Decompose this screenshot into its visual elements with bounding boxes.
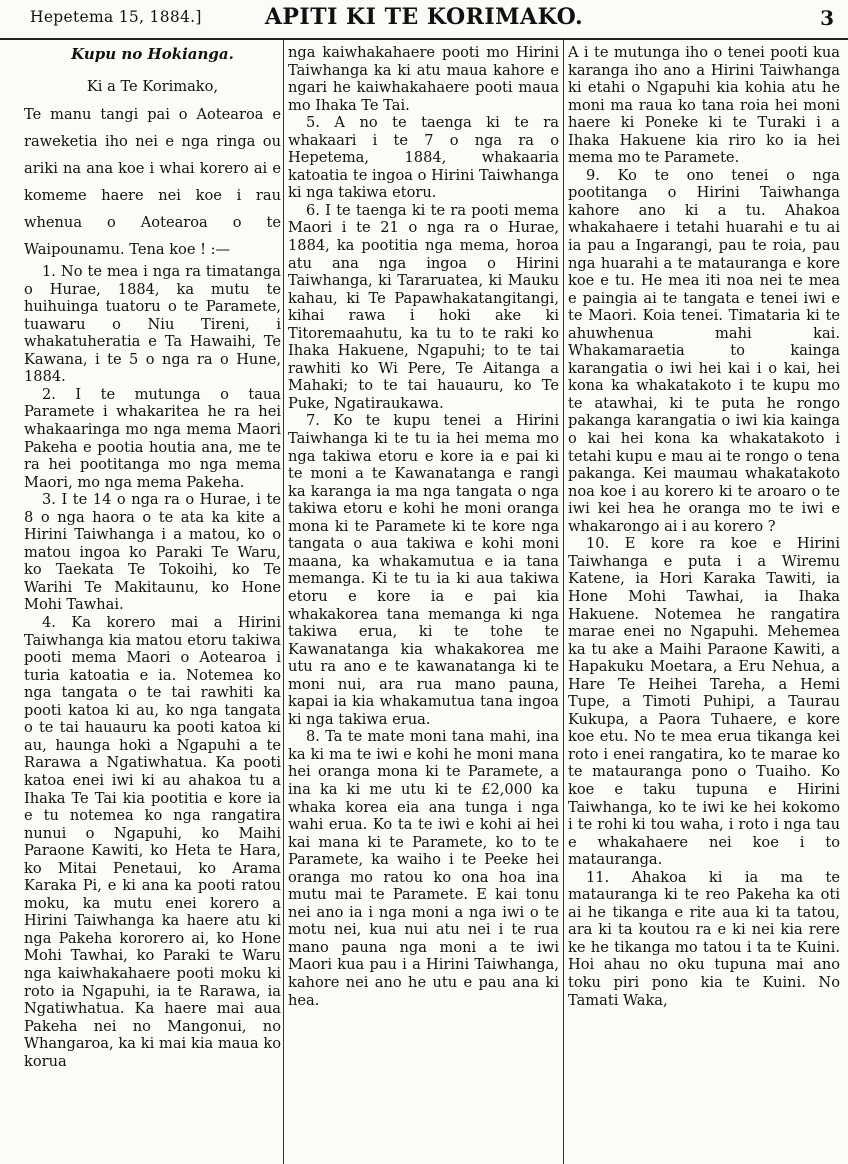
paragraph: 2. I te mutunga o taua Paramete i whakaritea he ra hei whakaaringa mo nga mema Maori Pakeha e pootia houtia ana, me te ra hei pootitanga mo nga mema Maori, mo nga mema Pakeha. [24, 385, 281, 491]
salutation: Ki a Te Korimako, [86, 77, 219, 95]
paragraph: nga kaiwhakahaere pooti mo Hirini Taiwhanga ka ki atu maua kahore e ngari he kaiwhakahaere pooti maua mo Ihaka Te Tai. [288, 44, 559, 114]
paragraph: 1. No te mea i nga ra timatanga o Hurae, 1884, ka mutu te huihuinga tuatoru o te Paramete, tuawaru o Niu Tireni, i whakatuheratia e Ta Hawaihi, Te Kawana, i te 5 o nga ra o Hune, 1884. [24, 263, 281, 386]
header-title: APITI KI TE KORIMAKO. [264, 4, 584, 30]
page-header [0, 0, 848, 40]
paragraph: 8. Ta te mate moni tana mahi, ina ka ki ma te iwi e kohi he moni mana hei oranga mona ki te Paramete, a ina ka ki me utu ki te £2,000 ka whaka korea eia ana tunga i nga wahi erua. Ko ta te iwi e kohi ai hei kai mana ki te Paramete, ko to te Paramete, ka waiho i te Peeke hei oranga mo ratou ko ona hoa ina mutu mai te Paramete. E kai tonu nei ano ia i nga moni a nga iwi o te motu nei, kua nui atu nei i te rua mano pauna nga moni a te iwi Maori kua pau i a Hirini Taiwhanga, kahore nei ano he utu e pau ana ki hea. [288, 728, 559, 1009]
paragraph: 6. I te taenga ki te ra pooti mema Maori i te 21 o nga ra o Hurae, 1884, ka pootitia nga mema, horoa atu ana nga ingoa o Hirini Taiwhanga, ki Tararuatea, ki Mauku kahau, ki Te Papawhakatangitangi, kihai rawa i hoki ake ki Titoremaahutu, ka tu to te raki ko Ihaka Hakuene, Ngapuhi; to te tai rawhiti ko Wi Pere, Te Aitanga a Mahaki; to te tai hauauru, ko Te Puke, Ngatiraukawa. [288, 201, 559, 412]
column-2 [288, 44, 559, 1164]
paragraph: 7. Ko te kupu tenei a Hirini Taiwhanga ki te tu ia hei mema mo nga takiwa etoru e kore ia e pai ki te moni a te Kawanatanga e rangi ka karanga ia ma nga tangata o nga takiwa etoru e kohi he moni oranga mona ki te Paramete ki te kore nga tangata o aua takiwa e kohi moni maana, ka whakamutua e ia tana memanga. Ki te tu ia ki aua takiwa etoru e kore ia e pai kia whakakorea tana memanga ki nga takiwa erua, ki te tohe te Kawanatanga kia whakakorea me utu ra ano e te kawanatanga ki te moni nui, ara rua mano pauna, kapai ia kia whakamutua tana ingoa ki nga takiwa erua. [288, 412, 559, 728]
article-heading: Kupu no Hokianga. [71, 45, 234, 63]
column-divider [563, 40, 564, 1164]
paragraph: Te manu tangi pai o Aotearoa e raweketia iho nei e nga ringa ou ariki na ana koe i whai korero ai e komeme haere nei koe i rau whenua o Aotearoa o te Waipounamu. Tena koe ! :— [24, 106, 281, 259]
paragraph: 4. Ka korero mai a Hirini Taiwhanga kia matou etoru takiwa pooti mema Maori o Aotearoa i turia katoatia e ia. Notemea ko nga tangata o te tai rawhiti ka pooti katoa ki au, ko nga tangata o te tai hauauru ka pooti katoa ki au, haunga hoki a Ngapuhi a te Rarawa a Ngatiwhatua. Ka pooti katoa enei iwi ki au ahakoa tu a Ihaka Te Tai kia pootitia e kore ia e tu notemea ko nga rangatira nunui o Ngapuhi, ko Maihi Paraone Kawiti, ko Heta te Hara, ko Mitai Penetaui, ko Arama Karaka Pi, e ki ana ka pooti ratou moku, ka mutu enei korero a Hirini Taiwhanga ka haere atu ki nga Pakeha kororero ai, ko Hone Mohi Tawhai, ko Paraki te Waru nga kaiwhakahaere pooti moku ki roto ia Ngapuhi, ia te Rarawa, ia Ngatiwhatua. Ka haere mai aua Pakeha nei no Mangonui, no Whangaroa, ka ki mai kia maua ko korua [24, 614, 281, 1070]
page-number: 3 [820, 6, 834, 30]
column-3 [568, 44, 840, 1164]
paragraph: 11. Ahakoa ki ia ma te matauranga ki te reo Pakeha ka oti ai he tikanga e rite aua ki ta tatou, ara ki ta koutou ra e ki nei kia rere ke he tikanga mo tatou i ta te Kuini. Hoi ahau no oku tupuna mai ano toku piri pono kia te Kuini. No Tamati Waka, [568, 868, 840, 1009]
paragraph: 10. E kore ra koe e Hirini Taiwhanga e puta i a Wiremu Katene, ia Hori Karaka Tawiti, ia Hone Mohi Tawhai, ia Ihaka Hakuene. Notemea he rangatira marae enei no Ngapuhi. Mehemea ka tu ake a Maihi Paraone Kawiti, a Hapakuku Moetara, a Eru Nehua, a Hare Te Heihei Tareha, a Hemi Tupe, a Timoti Puhipi, a Taurau Kukupa, a Paora Tuhaere, e kore koe etu. No te mea erua tikanga kei roto i enei rangatira, ko te marae ko te matauranga pono o Tuaiho. Ko koe e taku tupuna e Hirini Taiwhanga, ko te iwi ke hei kokomo i te rohi ki tou waha, i roto i nga tau e whakahaere nei koe i to matauranga. [568, 535, 840, 869]
header-date: Hepetema 15, 1884.] [30, 8, 202, 26]
paragraph: A i te mutunga iho o tenei pooti kua karanga iho ano a Hirini Taiwhanga ki etahi o Ngapuhi kia kohia atu he moni ma raua ko tana roia hei moni haere ki Poneke ki te Turaki i a Ihaka Hakuene kia riro ko ia hei mema mo te Paramete. [568, 44, 840, 167]
paragraph: 5. A no te taenga ki te ra whakaari i te 7 o nga ra o Hepetema, 1884, whakaaria katoatia te ingoa o Hirini Taiwhanga ki nga takiwa etoru. [288, 114, 559, 202]
paragraph: 9. Ko te ono tenei o nga pootitanga o Hirini Taiwhanga kahore ano ki a tu. Ahakoa whakahaere i tetahi huarahi e tu ai ia pau a Ingarangi, pau te roia, pau nga huarahi a te matauranga e kore koe e tu. He mea iti noa nei te mea e paingia ai te tangata e tenei iwi e te Maori. Koia tenei. Timataria ki te ahuwhenua mahi kai. Whakamaraetia to kainga karangatia o iwi hei kai i o kai, hei kona ka whakatakoto i te kupu mo te atawhai, ki te puta he rongo pakanga karangatia o iwi kia kainga o kai hei kona ka whakatakoto i tetahi kupu e mau ai te rongo o tena pakanga. Kei maumau whakatakoto noa koe i au korero ki te aroaro o te iwi kei hea he oranga mo te iwi e whakarongo ai i au korero ? [568, 166, 840, 535]
column-divider [283, 40, 284, 1164]
paragraph: 3. I te 14 o nga ra o Hurae, i te 8 o nga haora o te ata ka kite a Hirini Taiwhanga i a matou, ko o matou ingoa ko Paraki Te Waru, ko Taekata Te Tokoihi, ko Te Warihi Te Makitaunu, ko Hone Mohi Tawhai. [24, 491, 281, 614]
column-1 [24, 44, 281, 1164]
